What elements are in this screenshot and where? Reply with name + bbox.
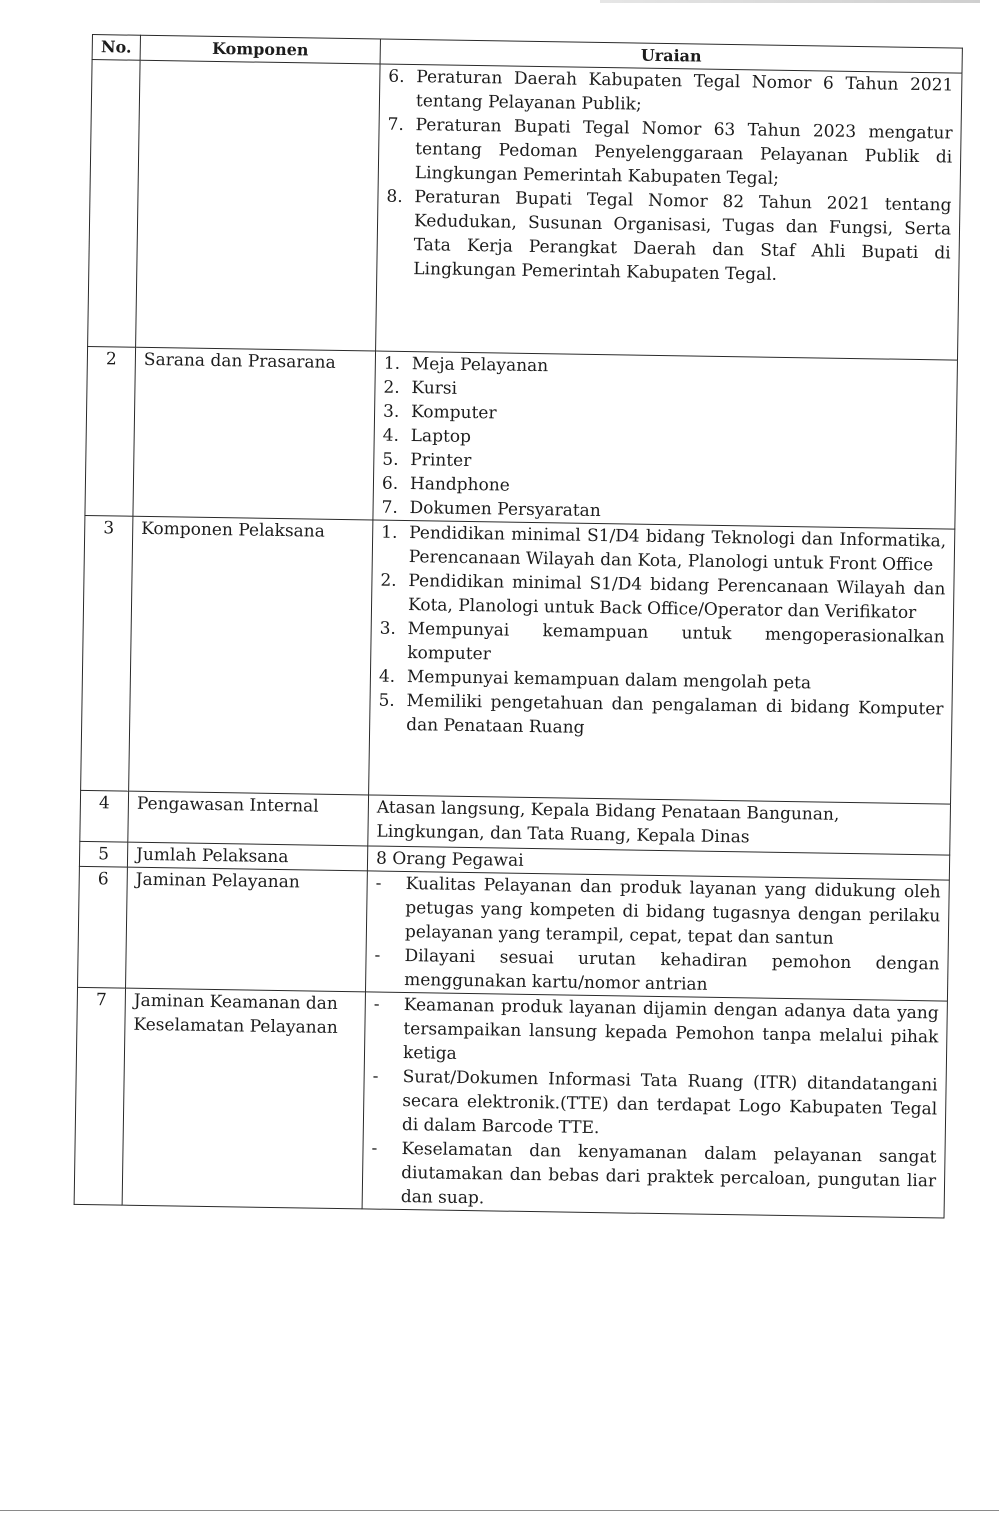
- row-number: 6: [78, 866, 128, 988]
- row-uraian: 8 Orang Pegawai: [367, 846, 949, 880]
- dash-bullet: -: [372, 1066, 379, 1087]
- table-row: [74, 987, 947, 1218]
- dash-bullet: -: [374, 945, 381, 966]
- item-text: Peraturan Bupati Tegal Nomor 82 Tahun 2021 tentang Kedudukan, Susunan Organisasi, Tugas dan Fungsi, Serta Tata Kerja Perangkat Daerah dan Staf Ahli Bupati di Lingkungan Pemerintah Kabupaten Tegal.: [413, 187, 952, 285]
- item-text: Keamanan produk layanan dijamin dengan adanya data yang tersampaikan lansung kepada Pemohon tanpa melalui pihak ketiga: [402, 995, 939, 1064]
- item-text: Komputer: [410, 402, 497, 424]
- table-row: [85, 346, 958, 529]
- item-number: 7.: [381, 497, 398, 518]
- item-text: Keselamatan dan kenyamanan dalam pelayanan sangat diutamakan dan bebas dari praktek percaloan, pungutan liar dan suap.: [400, 1139, 937, 1209]
- item-text: Dilayani sesuai urutan kehadiran pemohon dengan menggunakan kartu/nomor antrian: [404, 946, 940, 995]
- scan-edge-top: [600, 0, 980, 3]
- dash-bullet: -: [375, 873, 382, 894]
- list-item: [372, 1065, 938, 1146]
- item-text: Pendidikan minimal S1/D4 bidang Teknologi dan Informatika, Perencanaan Wilayah dan Kota, Planologi untuk Front Office: [408, 523, 947, 576]
- list-item: [378, 689, 944, 746]
- row-number: 4: [80, 790, 129, 842]
- item-number: 1.: [381, 522, 398, 543]
- item-number: 6.: [381, 473, 399, 494]
- table-row: [88, 60, 962, 361]
- dash-bullet: -: [373, 994, 380, 1015]
- list-item: [375, 872, 941, 953]
- header-uraian: Uraian: [380, 39, 962, 73]
- item-number: 7.: [387, 114, 405, 135]
- row-number: 2: [85, 346, 136, 516]
- item-text: Mempunyai kemampuan dalam mengolah peta: [406, 667, 812, 694]
- header-no: No.: [92, 35, 140, 61]
- list-item: [374, 944, 940, 1001]
- item-number: 2.: [383, 377, 400, 398]
- item-number: 1.: [383, 353, 401, 374]
- item-number: 2.: [380, 570, 397, 591]
- dash-bullet: -: [371, 1138, 378, 1159]
- item-text: Memiliki pengetahuan dan pengalaman di bidang Komputer dan Penataan Ruang: [406, 691, 944, 738]
- row-komponen: Komponen Pelaksana: [129, 516, 373, 795]
- list-item: [387, 113, 953, 194]
- table-row: [78, 866, 950, 1001]
- item-text: Mempunyai kemampuan untuk mengoperasionalkan komputer: [407, 619, 945, 665]
- row-uraian: [369, 520, 955, 804]
- row-komponen: Jumlah Pelaksana: [127, 842, 367, 871]
- header-komponen: Komponen: [140, 35, 380, 64]
- row-uraian: [373, 351, 958, 529]
- row-number: [88, 60, 141, 348]
- row-komponen: Sarana dan Prasarana: [133, 347, 376, 520]
- item-text: Surat/Dokumen Informasi Tata Ruang (ITR) ditandatangani secara elektronik.(TTE) dan terdapat Logo Kabupaten Tegal di dalam Barcode TTE.: [401, 1067, 938, 1139]
- item-number: 6.: [388, 66, 405, 87]
- item-number: 3.: [382, 401, 400, 422]
- row-uraian: Atasan langsung, Kepala Bidang Penataan Bangunan, Lingkungan, dan Tata Ruang, Kepala Dinas: [368, 795, 951, 855]
- list-item: [371, 1137, 937, 1218]
- item-text: Kualitas Pelayanan dan produk layanan yang didukung oleh petugas yang kompeten di bidang tugasnya dengan perilaku pelayanan yang terampil, cepat, tepat dan santun: [404, 874, 941, 949]
- item-text: Kursi: [411, 378, 458, 399]
- item-text: Pendidikan minimal S1/D4 bidang Perencanaan Wilayah dan Kota, Planologi untuk Back Office/Operator dan Verifikator: [407, 571, 946, 624]
- table-row: [81, 515, 955, 804]
- item-text: Dokumen Persyaratan: [409, 498, 601, 522]
- row-uraian: [362, 992, 947, 1218]
- row-number: 3: [81, 515, 133, 791]
- row-komponen: [136, 60, 380, 351]
- item-number: 5.: [382, 449, 399, 470]
- item-text: Printer: [410, 450, 472, 472]
- item-text: Laptop: [410, 426, 472, 448]
- item-number: 5.: [378, 690, 395, 711]
- row-komponen: Jaminan Pelayanan: [126, 867, 368, 992]
- scan-edge-bottom: [0, 1510, 999, 1511]
- list-item: [385, 185, 951, 290]
- item-number: 3.: [379, 618, 397, 639]
- list-item: [373, 993, 939, 1074]
- row-uraian: [365, 871, 949, 1001]
- row-number: 5: [79, 841, 127, 867]
- row-number: 7: [74, 987, 125, 1205]
- row-komponen: Jaminan Keamanan dan Keselamatan Pelayanan: [122, 988, 365, 1209]
- item-number: 4.: [382, 425, 400, 446]
- item-text: Peraturan Daerah Kabupaten Tegal Nomor 6 Tahun 2021 tentang Pelayanan Publik;: [415, 67, 954, 115]
- row-komponen: Pengawasan Internal: [128, 791, 369, 846]
- item-text: Meja Pelayanan: [411, 354, 549, 377]
- item-text: Peraturan Bupati Tegal Nomor 63 Tahun 2023 mengatur tentang Pedoman Penyelenggaraan Pelayanan Publik di Lingkungan Pemerintah Kabupaten Tegal;: [414, 115, 953, 189]
- row-uraian: [376, 64, 962, 360]
- item-number: 8.: [386, 186, 403, 207]
- item-text: Handphone: [409, 474, 510, 496]
- service-standard-table: [74, 34, 963, 1219]
- item-number: 4.: [378, 666, 396, 687]
